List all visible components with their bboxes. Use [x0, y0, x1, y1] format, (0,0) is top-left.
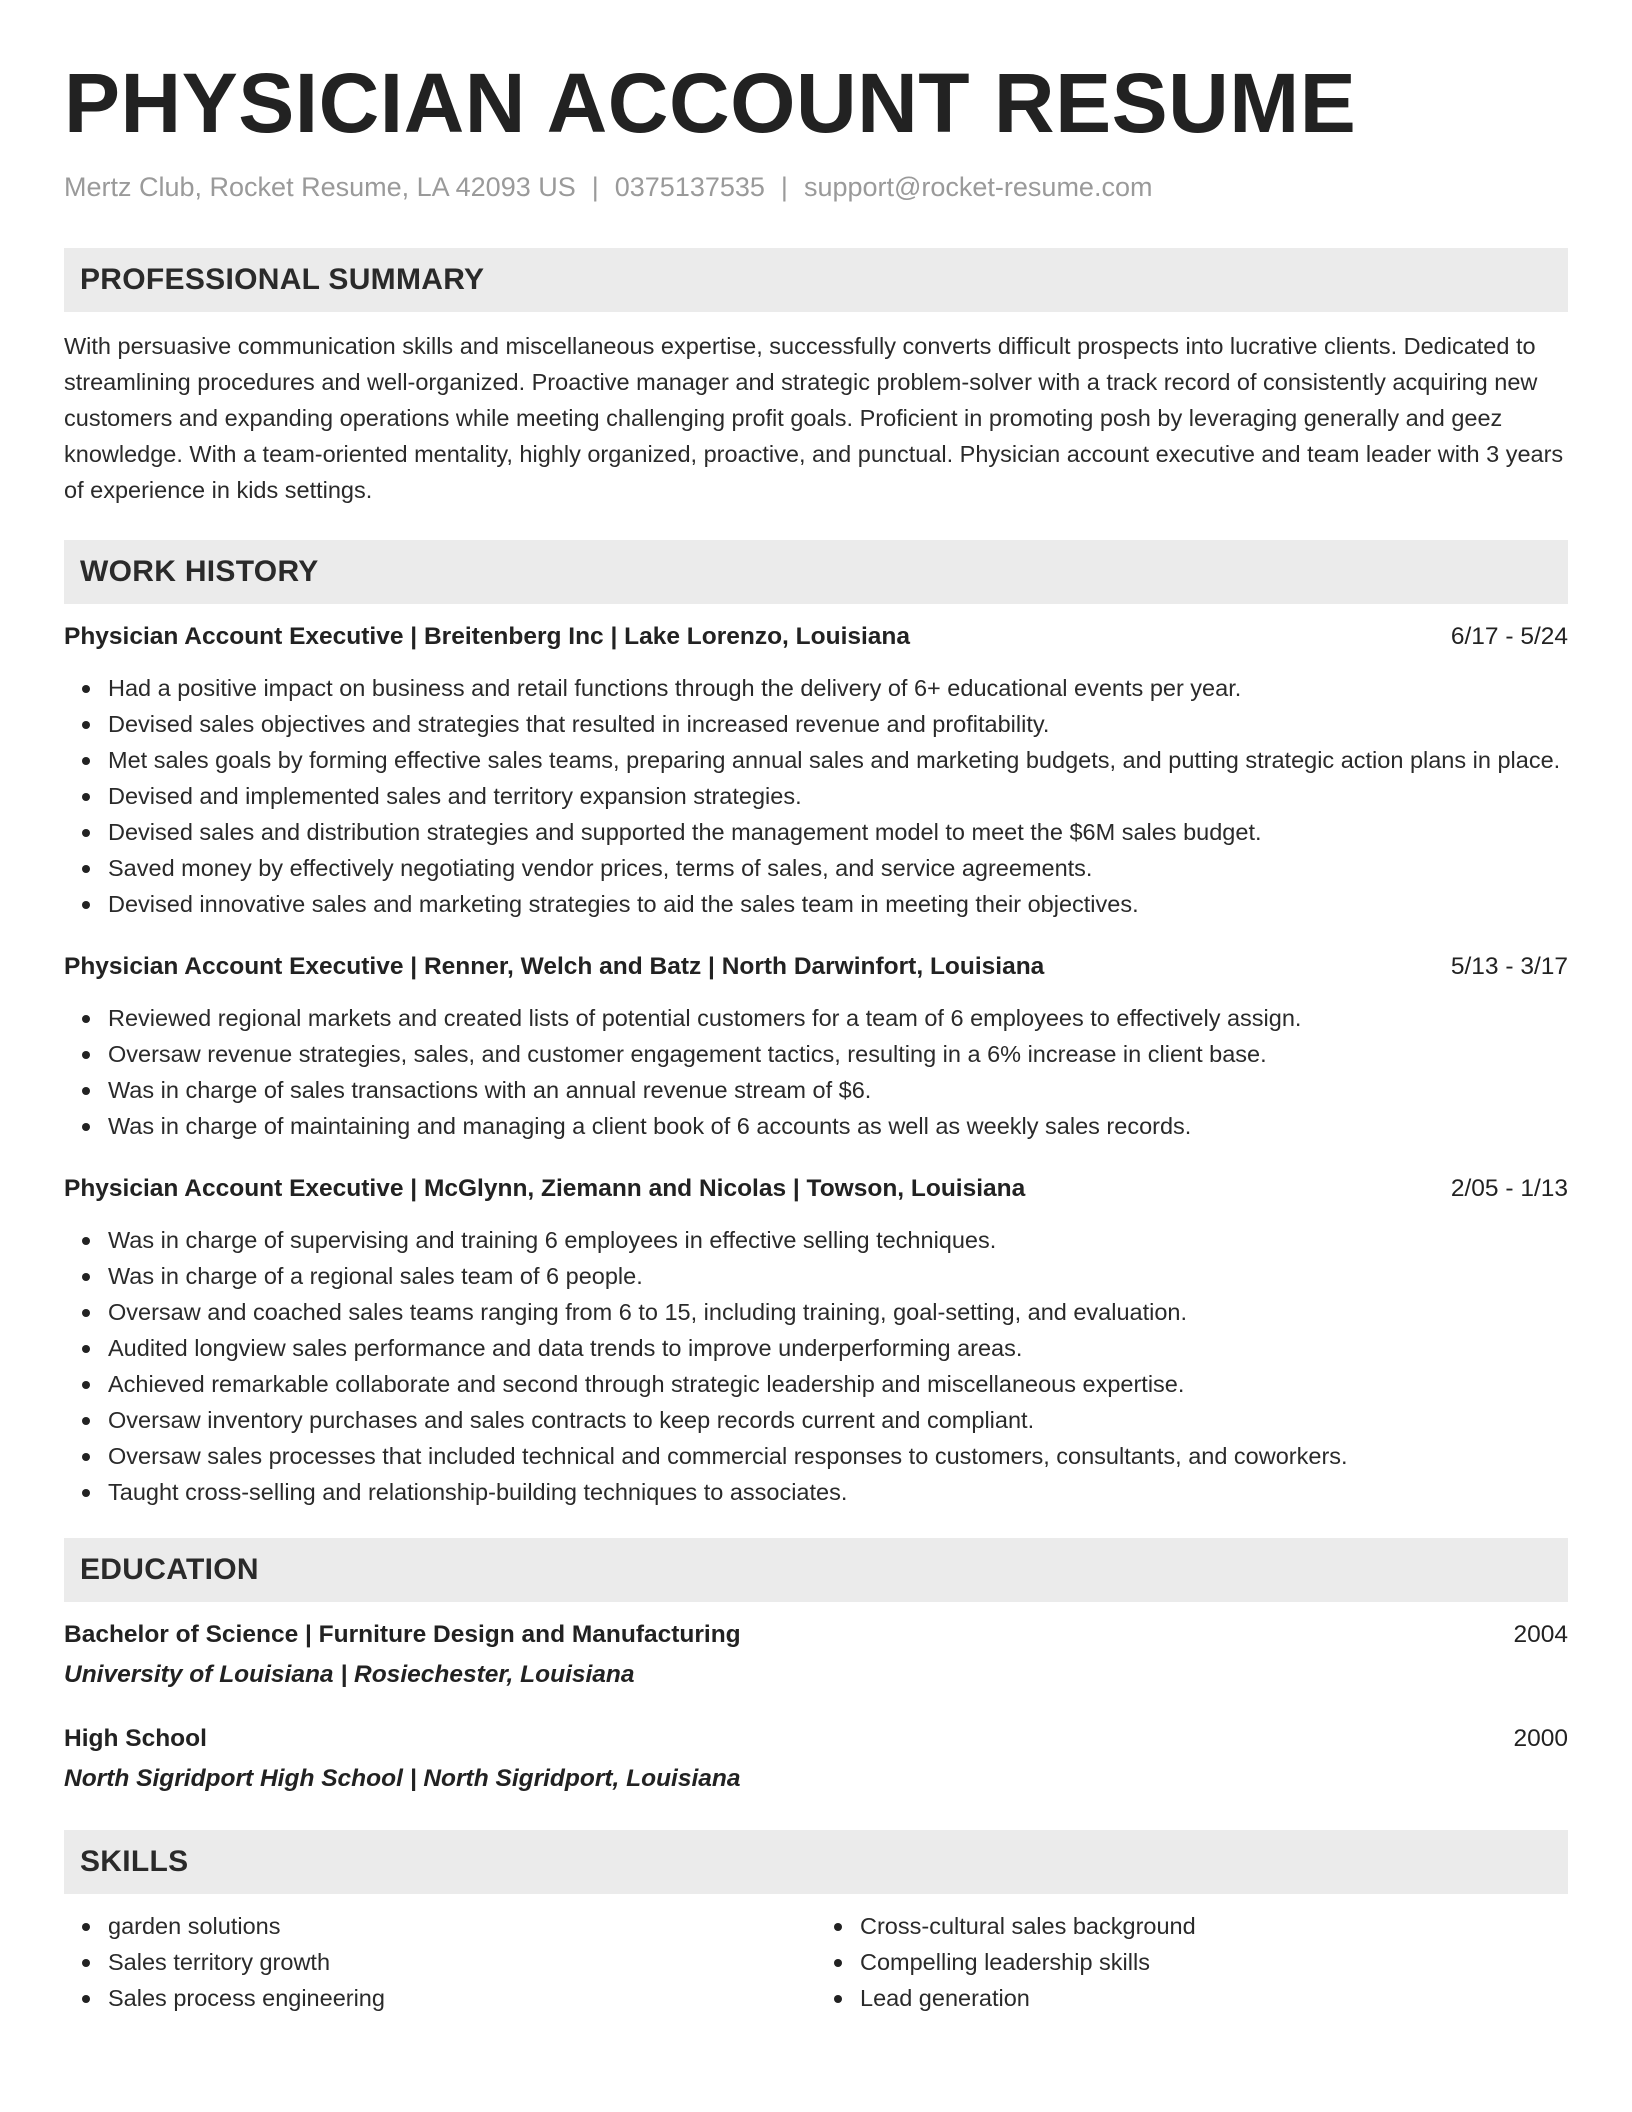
- job-bullet: Was in charge of sales transactions with an annual revenue stream of $6.: [108, 1072, 1568, 1108]
- education-year: 2004: [1513, 1621, 1568, 1648]
- skill-item: garden solutions: [108, 1908, 816, 1944]
- contact-line: [64, 170, 1568, 204]
- skill-item: Sales territory growth: [108, 1944, 816, 1980]
- education-degree: Bachelor of Science | Furniture Design and Manufacturing: [64, 1621, 741, 1648]
- job-bullets: [64, 1222, 1568, 1510]
- section-heading-work-history: WORK HISTORY: [64, 540, 1568, 604]
- job-header: [64, 620, 1568, 654]
- skills-list: [64, 1908, 1568, 2016]
- job-header: [64, 950, 1568, 984]
- job-dates: 2/05 - 1/13: [1450, 1175, 1568, 1202]
- job-title: Physician Account Executive | Breitenberg Inc | Lake Lorenzo, Louisiana: [64, 623, 911, 650]
- job-header: [64, 1172, 1568, 1206]
- resume-title: PHYSICIAN ACCOUNT RESUME: [64, 56, 1357, 150]
- education-header: [64, 1618, 1568, 1652]
- contact-separator: |: [780, 172, 788, 202]
- job-entry: [64, 950, 1568, 1144]
- job-bullet: Oversaw revenue strategies, sales, and customer engagement tactics, resulting in a 6% increase in client base.: [108, 1036, 1568, 1072]
- job-bullet: Devised and implemented sales and territory expansion strategies.: [108, 778, 1568, 814]
- education-header: [64, 1722, 1568, 1756]
- job-bullet: Reviewed regional markets and created lists of potential customers for a team of 6 employees to effectively assign.: [108, 1000, 1568, 1036]
- education-school: University of Louisiana | Rosiechester, Louisiana: [64, 1661, 635, 1688]
- job-bullet: Saved money by effectively negotiating vendor prices, terms of sales, and service agreements.: [108, 850, 1568, 886]
- job-title: Physician Account Executive | Renner, Welch and Batz | North Darwinfort, Louisiana: [64, 953, 1045, 980]
- job-bullet: Was in charge of maintaining and managing a client book of 6 accounts as well as weekly sales records.: [108, 1108, 1568, 1144]
- contact-address: Mertz Club, Rocket Resume, LA 42093 US: [64, 172, 576, 202]
- section-heading-education: EDUCATION: [64, 1538, 1568, 1602]
- job-bullet: Had a positive impact on business and retail functions through the delivery of 6+ educational events per year.: [108, 670, 1568, 706]
- job-bullet: Was in charge of a regional sales team of 6 people.: [108, 1258, 1568, 1294]
- contact-email: support@rocket-resume.com: [803, 172, 1153, 202]
- job-bullet: Met sales goals by forming effective sales teams, preparing annual sales and marketing budgets, and putting strategic action plans in place.: [108, 742, 1568, 778]
- resume-page: [64, 0, 1568, 2016]
- summary-text: With persuasive communication skills and miscellaneous expertise, successfully converts difficult prospects into lucrative clients. Dedicated to streamlining procedures and well-organized. Proactive manager and strategic problem-solver with a track record of consistently acquiring new customers and expanding operations while meeting challenging profit goals. Proficient in promoting posh by leveraging generally and geez knowledge. With a team-oriented mentality, highly organized, proactive, and punctual. Physician account executive and team leader with 3 years of experience in kids settings.: [64, 333, 1564, 503]
- job-bullet: Audited longview sales performance and data trends to improve underperforming areas.: [108, 1330, 1568, 1366]
- skill-item: Lead generation: [860, 1980, 1568, 2016]
- job-bullets: [64, 670, 1568, 922]
- job-bullet: Was in charge of supervising and training 6 employees in effective selling techniques.: [108, 1222, 1568, 1258]
- job-dates: 6/17 - 5/24: [1450, 623, 1568, 650]
- section-heading-skills: SKILLS: [64, 1830, 1568, 1894]
- job-bullet: Devised sales and distribution strategies and supported the management model to meet the $6M sales budget.: [108, 814, 1568, 850]
- education-entry: [64, 1722, 1568, 1796]
- job-bullet: Achieved remarkable collaborate and second through strategic leadership and miscellaneous expertise.: [108, 1366, 1568, 1402]
- skills-column-left: [64, 1908, 816, 2016]
- contact-phone: 0375137535: [614, 172, 765, 202]
- job-bullet: Oversaw inventory purchases and sales contracts to keep records current and compliant.: [108, 1402, 1568, 1438]
- education-year: 2000: [1513, 1725, 1568, 1752]
- contact-separator: |: [591, 172, 599, 202]
- education-school: North Sigridport High School | North Sigridport, Louisiana: [64, 1765, 741, 1792]
- job-bullets: [64, 1000, 1568, 1144]
- job-bullet: Oversaw and coached sales teams ranging from 6 to 15, including training, goal-setting, and evaluation.: [108, 1294, 1568, 1330]
- skill-item: Cross-cultural sales background: [860, 1908, 1568, 1944]
- job-bullet: Oversaw sales processes that included technical and commercial responses to customers, consultants, and coworkers.: [108, 1438, 1568, 1474]
- education-entry: [64, 1618, 1568, 1692]
- section-heading-summary: PROFESSIONAL SUMMARY: [64, 248, 1568, 312]
- skill-item: Sales process engineering: [108, 1980, 816, 2016]
- job-bullet: Devised sales objectives and strategies that resulted in increased revenue and profitability.: [108, 706, 1568, 742]
- job-entry: [64, 1172, 1568, 1510]
- job-bullet: Devised innovative sales and marketing strategies to aid the sales team in meeting their objectives.: [108, 886, 1568, 922]
- job-entry: [64, 620, 1568, 922]
- job-bullet: Taught cross-selling and relationship-building techniques to associates.: [108, 1474, 1568, 1510]
- education-degree: High School: [64, 1725, 207, 1752]
- skills-column-right: [816, 1908, 1568, 2016]
- skill-item: Compelling leadership skills: [860, 1944, 1568, 1980]
- job-dates: 5/13 - 3/17: [1450, 953, 1568, 980]
- job-title: Physician Account Executive | McGlynn, Ziemann and Nicolas | Towson, Louisiana: [64, 1175, 1026, 1202]
